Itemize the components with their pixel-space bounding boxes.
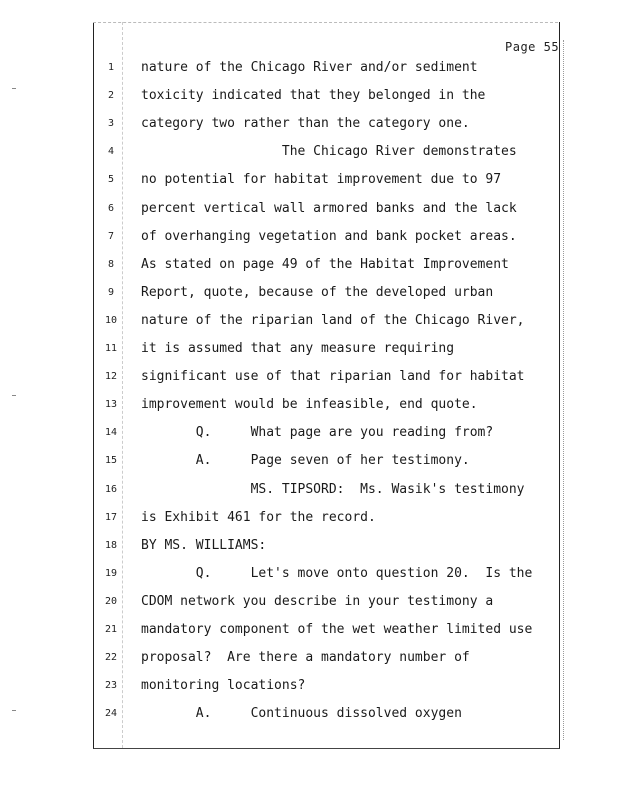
transcript-line bbox=[100, 369, 560, 389]
transcript-line bbox=[100, 566, 560, 586]
line-number: 15 bbox=[104, 455, 118, 467]
top-rule bbox=[93, 22, 558, 23]
line-text: significant use of that riparian land for habitat bbox=[141, 369, 525, 385]
transcript-line bbox=[100, 285, 560, 305]
transcript-line bbox=[100, 650, 560, 670]
transcript-line bbox=[100, 706, 560, 726]
line-number: 4 bbox=[107, 146, 115, 158]
transcript-line bbox=[100, 453, 560, 473]
page-number: Page 55 bbox=[505, 40, 560, 54]
line-number: 23 bbox=[104, 680, 118, 692]
line-number: 19 bbox=[104, 567, 118, 579]
line-number: 18 bbox=[104, 539, 118, 551]
transcript-line bbox=[100, 144, 560, 164]
line-text: mandatory component of the wet weather limited use bbox=[141, 622, 533, 637]
line-text: CDOM network you describe in your testimony a bbox=[141, 593, 494, 609]
transcript-line bbox=[100, 229, 560, 249]
left-margin-mark bbox=[12, 710, 16, 711]
line-number: 17 bbox=[104, 511, 118, 523]
line-number: 1 bbox=[107, 62, 115, 73]
left-margin-mark bbox=[12, 395, 16, 396]
transcript-line bbox=[100, 622, 560, 642]
line-number: 21 bbox=[104, 624, 118, 635]
transcript-line bbox=[100, 678, 560, 698]
line-text: category two rather than the category one. bbox=[141, 116, 470, 132]
line-text: monitoring locations? bbox=[141, 678, 306, 694]
transcript-line bbox=[100, 201, 560, 221]
transcript-line bbox=[100, 60, 560, 80]
transcript-line bbox=[100, 257, 560, 277]
line-text: MS. TIPSORD: Ms. Wasik's testimony bbox=[141, 481, 525, 497]
transcript-line bbox=[100, 397, 560, 417]
line-number: 9 bbox=[107, 286, 115, 298]
line-text: no potential for habitat improvement due to 97 bbox=[141, 172, 502, 188]
transcript-line bbox=[100, 313, 560, 333]
line-text: BY MS. WILLIAMS: bbox=[141, 537, 267, 553]
line-number: 3 bbox=[107, 118, 115, 130]
line-text: nature of the Chicago River and/or sediment bbox=[141, 60, 478, 75]
line-number: 22 bbox=[104, 652, 118, 664]
line-number: 16 bbox=[104, 483, 118, 495]
transcript-line bbox=[100, 482, 560, 502]
line-number: 5 bbox=[107, 174, 115, 186]
transcript-line bbox=[100, 172, 560, 192]
line-text: percent vertical wall armored banks and the lack bbox=[141, 200, 517, 216]
line-text: Report, quote, because of the developed urban bbox=[141, 284, 494, 300]
line-text: proposal? Are there a mandatory number of bbox=[141, 650, 470, 666]
transcript-line bbox=[100, 88, 560, 108]
line-number: 10 bbox=[104, 314, 118, 326]
left-margin-mark bbox=[12, 88, 16, 89]
line-number: 6 bbox=[107, 202, 115, 214]
transcript-line bbox=[100, 510, 560, 530]
line-number: 7 bbox=[107, 230, 115, 242]
line-text: of overhanging vegetation and bank pocket areas. bbox=[141, 228, 517, 244]
line-number: 2 bbox=[107, 90, 115, 102]
line-number: 20 bbox=[104, 595, 118, 607]
line-text: improvement would be infeasible, end quote. bbox=[141, 397, 478, 413]
line-text: A. Continuous dissolved oxygen bbox=[141, 706, 462, 722]
line-number: 12 bbox=[104, 371, 118, 383]
line-number: 8 bbox=[107, 258, 115, 270]
line-number: 13 bbox=[104, 399, 118, 411]
transcript-line bbox=[100, 538, 560, 558]
line-text: it is assumed that any measure requiring bbox=[141, 341, 455, 356]
line-text: As stated on page 49 of the Habitat Improvement bbox=[141, 256, 509, 272]
line-number: 14 bbox=[104, 427, 118, 439]
line-text: Q. What page are you reading from? bbox=[141, 425, 494, 441]
line-text: is Exhibit 461 for the record. bbox=[141, 509, 376, 525]
line-number: 11 bbox=[104, 343, 118, 354]
transcript-line bbox=[100, 425, 560, 445]
transcript-line bbox=[100, 341, 560, 361]
transcript-line bbox=[100, 116, 560, 136]
line-number: 24 bbox=[104, 708, 118, 720]
line-text: nature of the riparian land of the Chicago River, bbox=[141, 312, 525, 328]
line-text: Q. Let's move onto question 20. Is the bbox=[141, 565, 533, 581]
line-text: A. Page seven of her testimony. bbox=[141, 453, 470, 469]
right-margin-dots bbox=[563, 40, 564, 740]
line-text: The Chicago River demonstrates bbox=[141, 144, 517, 160]
transcript-line bbox=[100, 594, 560, 614]
line-text: toxicity indicated that they belonged in the bbox=[141, 88, 486, 104]
